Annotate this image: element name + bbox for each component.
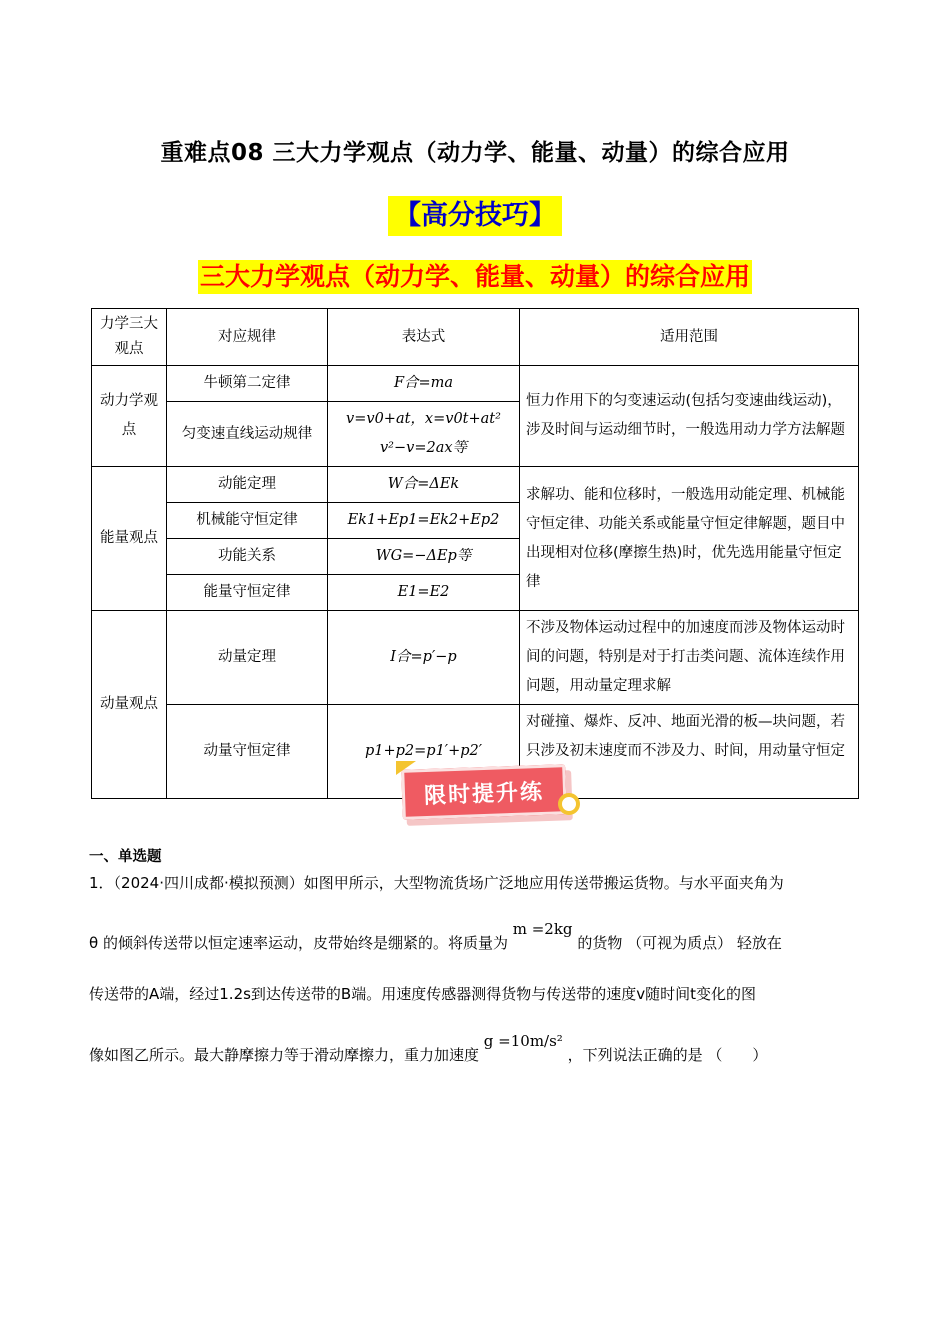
table-row [92,366,859,402]
expression-cell: I合=p′−p [328,611,520,705]
scope-cell: 对碰撞、爆炸、反冲、地面光滑的板—块问题，若只涉及初末速度而不涉及力、时间，用动量守恒定 [520,705,859,799]
expression-cell: p1+p2=p1′+p2′ [328,705,520,799]
law-cell: 牛顿第二定律 [167,366,328,402]
question-text: 的货物 （可视为质点） 轻放在 [577,934,782,952]
viewpoint-dynamics: 动力学观点 [92,366,167,467]
table-row [92,611,859,705]
gravity-formula: g =10m/s² [483,1032,563,1050]
question-text: θ 的倾斜传送带以恒定速率运动，皮带始终是绷紧的。将质量为 [89,934,508,952]
law-cell: 机械能守恒定律 [167,503,328,539]
viewpoint-momentum: 动量观点 [92,611,167,799]
flag-icon [396,761,416,775]
law-cell: 匀变速直线运动规律 [167,402,328,467]
expression-cell: Ek1+Ep1=Ek2+Ep2 [328,503,520,539]
expression-cell: E1=E2 [328,575,520,611]
header-viewpoint: 力学三大观点 [92,309,167,366]
expression-cell: v=v0+at，x=v0t+at² v²−v=2ax等 [328,402,520,467]
section-heading: 一、单选题 [89,849,162,865]
viewpoint-energy: 能量观点 [92,467,167,611]
expression-cell: F合=ma [328,366,520,402]
table-row [92,467,859,503]
summary-table [91,308,859,799]
ring-icon [558,793,580,815]
law-cell: 动量守恒定律 [167,705,328,799]
law-cell: 能量守恒定律 [167,575,328,611]
question-line [89,1032,864,1065]
practice-badge-wrap [394,759,584,829]
question-text: 像如图乙所示。最大静摩擦力等于滑动摩擦力，重力加速度 [89,1046,480,1064]
question-text: ，下列说法正确的是 （ ） [567,1046,768,1064]
law-cell: 动量定理 [167,611,328,705]
question-line [89,920,864,953]
header-expression: 表达式 [328,309,520,366]
header-law: 对应规律 [167,309,328,366]
expression-cell: WG=−ΔEp等 [328,539,520,575]
page-title: 重难点08 三大力学观点（动力学、能量、动量）的综合应用 [160,140,790,166]
practice-badge [401,764,567,820]
law-cell: 功能关系 [167,539,328,575]
law-cell: 动能定理 [167,467,328,503]
mass-formula: m =2kg [512,920,573,938]
scope-cell: 求解功、能和位移时，一般选用动能定理、机械能守恒定律、功能关系或能量守恒定律解题，题目中出现相对位移(摩擦生热)时，优先选用能量守恒定律 [520,467,859,611]
scope-cell: 恒力作用下的匀变速运动(包括匀变速曲线运动)，涉及时间与运动细节时，一般选用动力学方法解题 [520,366,859,467]
sub-heading: 三大力学观点（动力学、能量、动量）的综合应用 [198,260,752,294]
table-header-row [92,309,859,366]
question-line: 1．（2024·四川成都·模拟预测）如图甲所示，大型物流货场广泛地应用传送带搬运货物。与水平面夹角为 [89,874,784,892]
question-line: 传送带的A端，经过1.2s到达传送带的B端。用速度传感器测得货物与传送带的速度v随时间t变化的图 [89,985,756,1003]
skills-banner: 【高分技巧】 [388,196,562,236]
header-scope: 适用范围 [520,309,859,366]
practice-badge-label: 限时提升练 [423,779,545,809]
expression-cell: W合=ΔEk [328,467,520,503]
scope-cell: 不涉及物体运动过程中的加速度而涉及物体运动时间的问题，特别是对于打击类问题、流体连续作用问题，用动量定理求解 [520,611,859,705]
